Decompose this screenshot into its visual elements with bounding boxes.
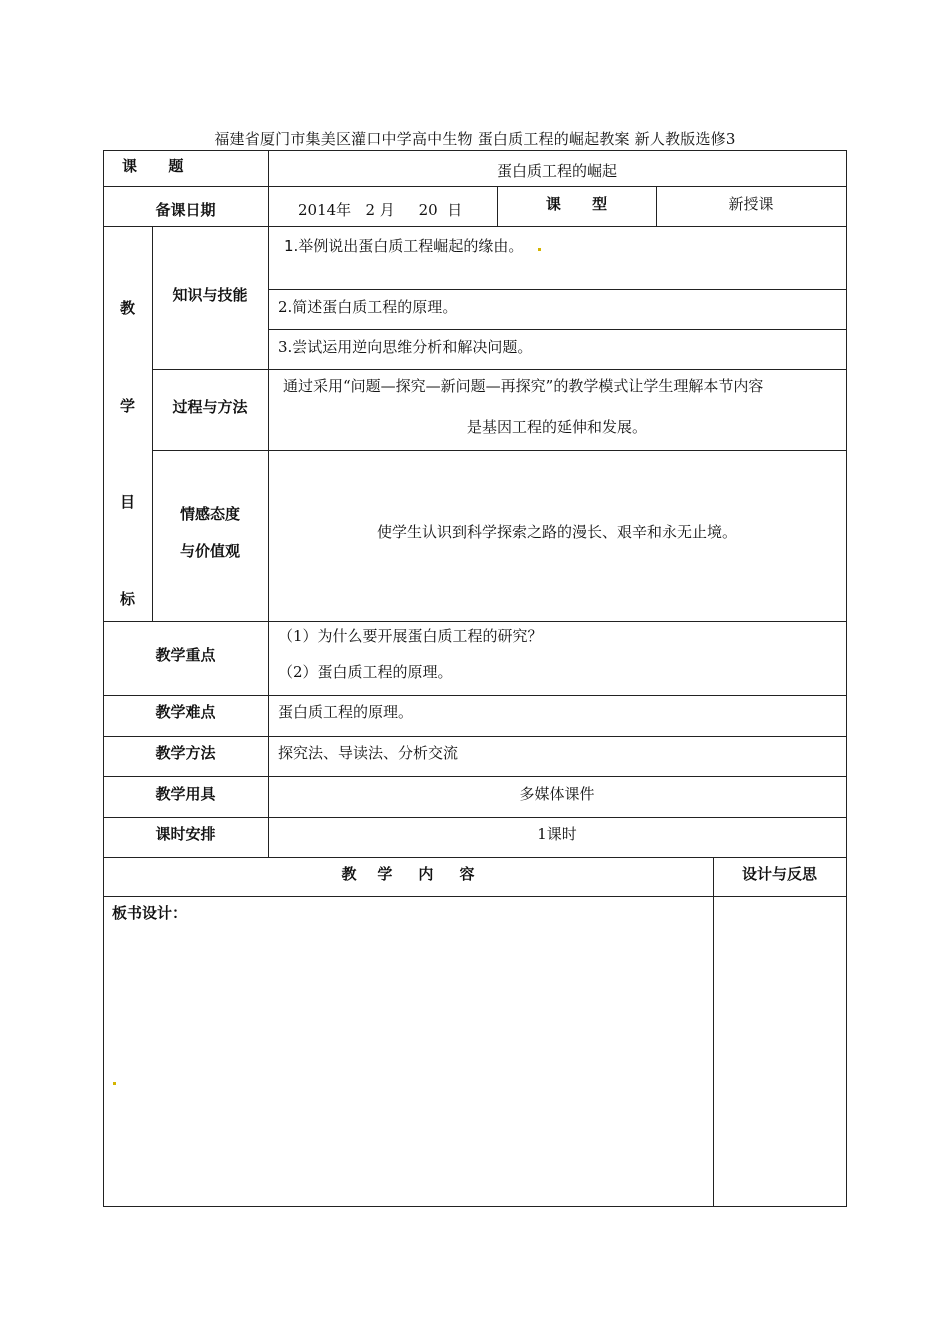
row-divider [103, 817, 847, 818]
course-value: 蛋白质工程的崛起 [496, 162, 617, 180]
tools-value: 多媒体课件 [519, 785, 595, 803]
difficulty-label: 教学难点 [155, 703, 216, 721]
row-divider [103, 226, 847, 227]
emotion-label: 与价值观 [179, 542, 240, 560]
knowledge-label: 知识与技能 [172, 286, 248, 304]
process-label: 过程与方法 [172, 398, 248, 416]
row-divider [268, 329, 847, 330]
schedule-label: 课时安排 [155, 825, 216, 843]
row-divider [103, 621, 847, 622]
process-line: 通过采用“问题—探究—新问题—再探究”的教学模式让学生理解本节内容 [283, 377, 764, 395]
tools-label: 教学用具 [155, 785, 216, 803]
prep-date-value: 2014年 2 月 20 日 [298, 201, 463, 219]
emotion-label: 情感态度 [179, 505, 240, 523]
content-header: 教 学 内 容 [341, 865, 475, 883]
row-divider [103, 695, 847, 696]
course-label: 课 题 [122, 157, 184, 175]
scan-mark [113, 1082, 116, 1085]
knowledge-item: 2.简述蛋白质工程的原理。 [278, 298, 458, 316]
table-border-left [103, 150, 104, 1207]
key-point-item: （2）蛋白质工程的原理。 [278, 663, 453, 681]
difficulty-value: 蛋白质工程的原理。 [278, 703, 414, 721]
prep-date-label: 备课日期 [155, 201, 216, 219]
col-divider [713, 857, 714, 1207]
table-border-right [846, 150, 847, 1207]
emotion-value: 使学生认识到科学探索之路的漫长、艰辛和永无止境。 [376, 523, 737, 541]
col-divider [268, 150, 269, 858]
scan-mark [538, 248, 541, 251]
row-divider [103, 857, 847, 858]
document-title: 福建省厦门市集美区灌口中学高中生物 蛋白质工程的崛起教案 新人教版选修3 [214, 130, 736, 148]
row-divider [152, 450, 847, 451]
row-divider [103, 736, 847, 737]
key-points-label: 教学重点 [155, 646, 216, 664]
goals-label-char: 教 [120, 299, 136, 317]
method-label: 教学方法 [155, 744, 216, 762]
knowledge-item: 3.尝试运用逆向思维分析和解决问题。 [278, 338, 533, 356]
row-divider [103, 186, 847, 187]
lesson-type-label: 课 型 [545, 195, 608, 213]
reflection-header: 设计与反思 [741, 865, 817, 883]
goals-label-char: 学 [120, 397, 136, 415]
board-design-label: 板书设计： [112, 904, 188, 922]
table-border-top [103, 150, 847, 151]
row-divider [152, 369, 847, 370]
schedule-value: 1课时 [537, 825, 577, 843]
goals-label-char: 标 [120, 590, 136, 608]
row-divider [268, 289, 847, 290]
knowledge-item: 1.举例说出蛋白质工程崛起的缘由。 [284, 237, 524, 255]
table-border-bottom [103, 1206, 847, 1207]
key-point-item: （1）为什么要开展蛋白质工程的研究？ [278, 627, 543, 645]
lesson-type-value: 新授课 [728, 195, 774, 213]
row-divider [103, 896, 847, 897]
row-divider [103, 776, 847, 777]
method-value: 探究法、导读法、分析交流 [278, 744, 459, 762]
process-line: 是基因工程的延伸和发展。 [466, 418, 647, 436]
goals-label-char: 目 [120, 493, 136, 511]
